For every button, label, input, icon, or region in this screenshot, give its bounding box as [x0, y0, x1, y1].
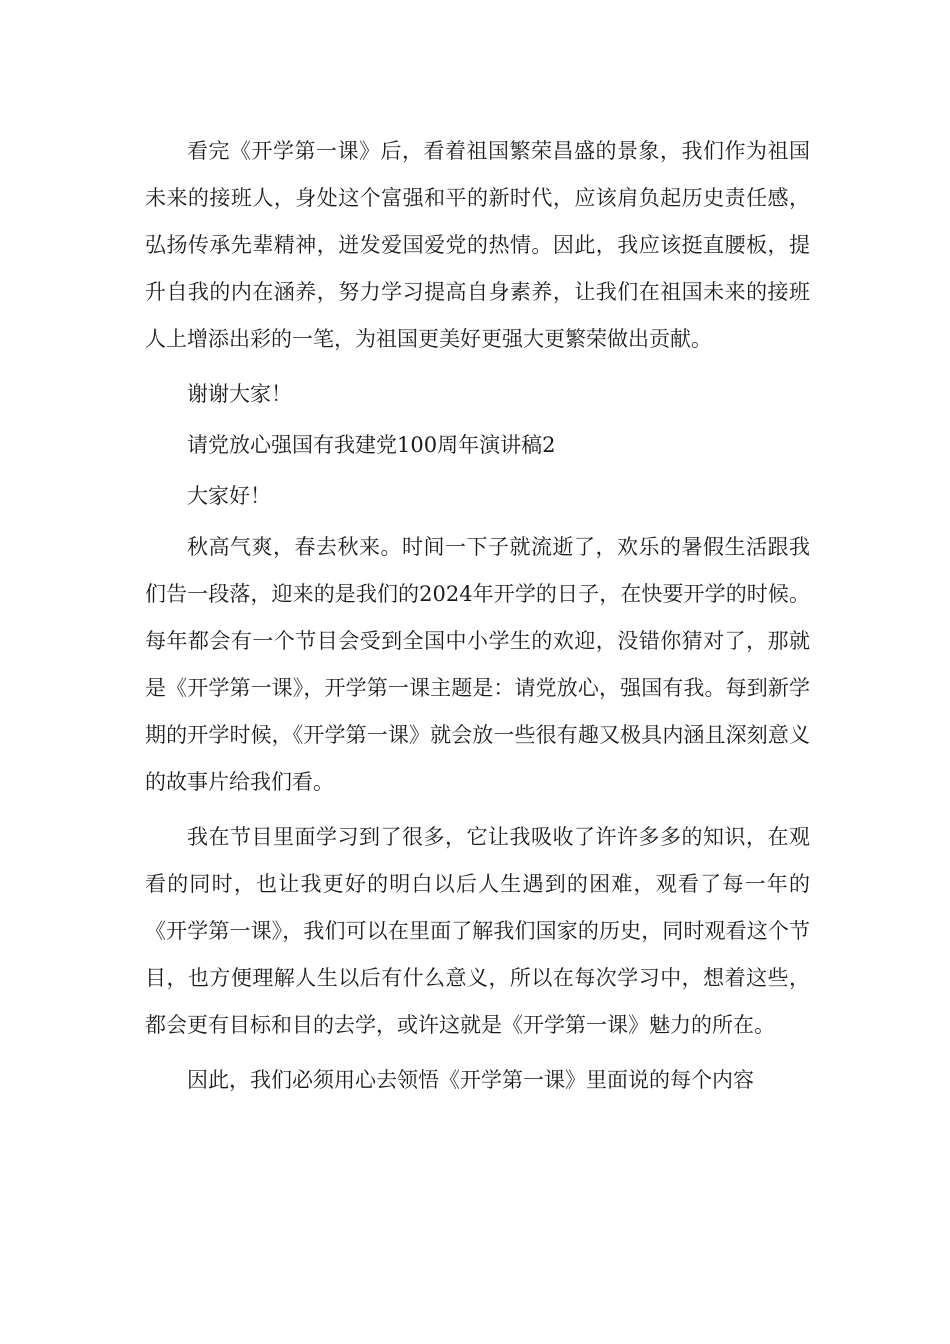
paragraph-greeting: 大家好！	[187, 484, 271, 508]
paragraph-learning: 我在节目里面学习到了很多，它让我吸收了许许多多的知识，在观看的同时，也让我更好的明白以后人生遇到的困难，观看了每一年的《开学第一课》，我们可以在里面了解我们国家的历史，同时观看这个节目，也方便理解人生以后有什么意义，所以在每次学习中，想着这些，都会更有目标和目的去学，或许这就是《开学第一课》魅力的所在。	[145, 825, 810, 1037]
paragraph-autumn-intro: 秋高气爽，春去秋来。时间一下子就流逝了，欢乐的暑假生活跟我们告一段落，迎来的是我们的2024年开学的日子，在快要开学的时候。每年都会有一个节目会受到全国中小学生的欢迎，没错你猜对了，那就是《开学第一课》，开学第一课主题是：请党放心，强国有我。每到新学期的开学时候，《开学第一课》就会放一些很有趣又极具内涵且深刻意义的故事片给我们看。	[145, 535, 810, 794]
paragraph-conclusion-start: 因此，我们必须用心去领悟《开学第一课》里面说的每个内容	[187, 1068, 754, 1092]
paragraph-thanks: 谢谢大家！	[187, 382, 292, 406]
paragraph-closing-reflection: 看完《开学第一课》后，看着祖国繁荣昌盛的景象，我们作为祖国未来的接班人，身处这个富强和平的新时代，应该肩负起历史责任感，弘扬传承先辈精神，迸发爱国爱党的热情。因此，我应该挺直腰板，提升自我的内在涵养，努力学习提高自身素养，让我们在祖国未来的接班人上增添出彩的一笔，为祖国更美好更强大更繁荣做出贡献。	[145, 139, 810, 351]
document-body	[145, 128, 810, 1112]
speech-title: 请党放心强国有我建党100周年演讲稿2	[187, 433, 556, 457]
